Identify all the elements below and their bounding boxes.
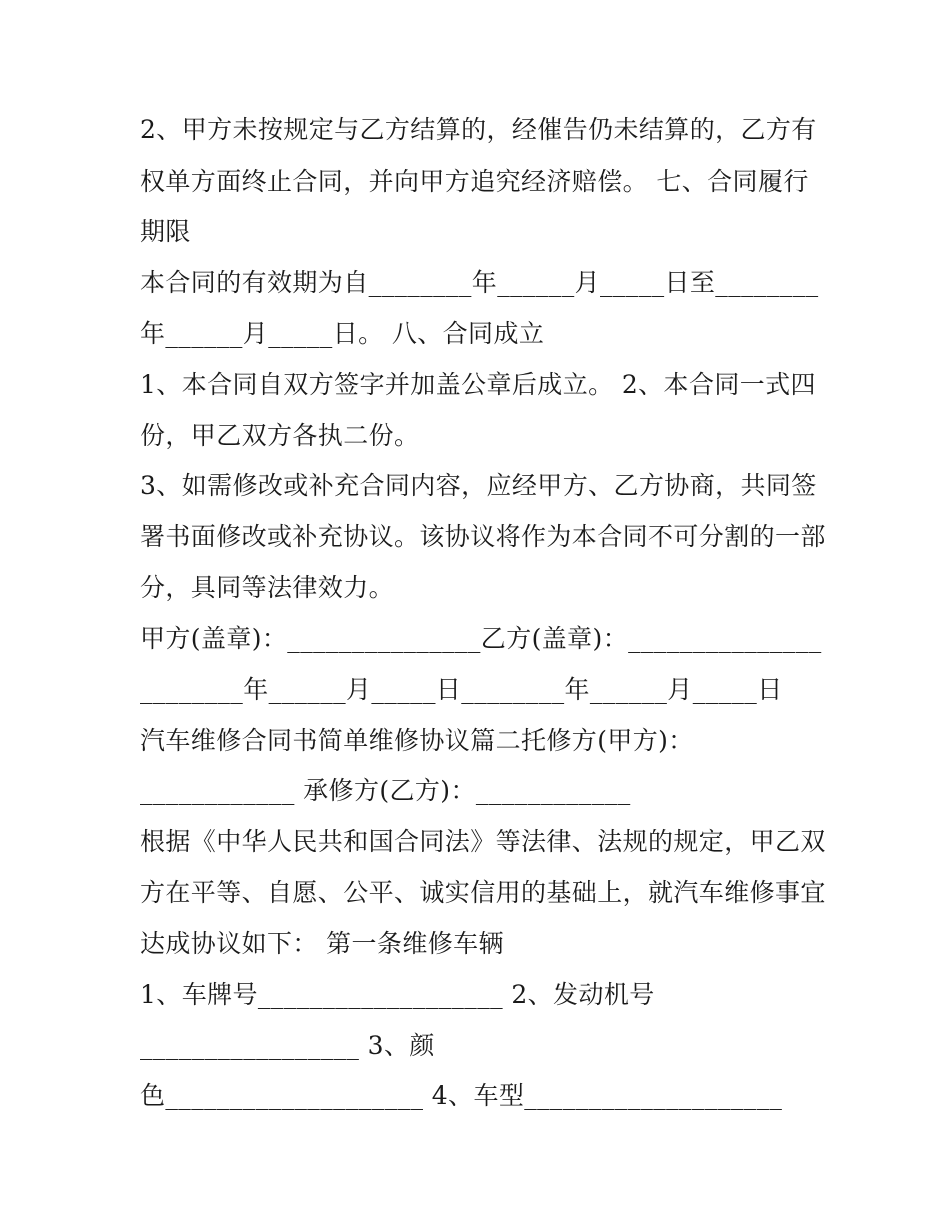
text-line: 根据《中华人民共和国合同法》等法律、法规的规定，甲乙双 (140, 827, 826, 856)
text-line: 色____________________ 4、车型____________________ (140, 1081, 783, 1110)
text-line: 3、如需修改或补充合同内容，应经甲方、乙方协商，共同签 (140, 471, 817, 500)
text-line: 1、车牌号___________________ 2、发动机号 (140, 980, 655, 1009)
text-line: 方在平等、自愿、公平、诚实信用的基础上，就汽车维修事宜 (140, 878, 826, 907)
text-line: ________年______月_____日________年______月_____日 (140, 675, 783, 704)
text-line: 份，甲乙双方各执二份。 (140, 421, 420, 450)
text-line: ____________ 承修方(乙方)：____________ (140, 776, 631, 805)
text-line: 署书面修改或补充协议。该协议将作为本合同不可分割的一部 (140, 522, 826, 551)
text-line: 期限 (140, 217, 191, 246)
text-line: 权单方面终止合同，并向甲方追究经济赔偿。 七、合同履行 (140, 167, 809, 196)
text-line: 汽车维修合同书简单维修协议篇二托修方(甲方)： (140, 726, 694, 755)
text-line: 达成协议如下： 第一条维修车辆 (140, 929, 504, 958)
text-line: _________________ 3、颜 (140, 1031, 435, 1060)
text-line: 甲方(盖章)：_______________乙方(盖章)：_______________ (140, 624, 822, 653)
text-line: 2、甲方未按规定与乙方结算的，经催告仍未结算的，乙方有 (140, 115, 817, 144)
text-line: 本合同的有效期为自________年______月_____日至________ (140, 268, 819, 297)
text-line: 分，具同等法律效力。 (140, 573, 395, 602)
text-line: 1、本合同自双方签字并加盖公章后成立。 2、本合同一式四 (140, 370, 816, 399)
text-line: 年______月_____日。 八、合同成立 (140, 319, 545, 348)
